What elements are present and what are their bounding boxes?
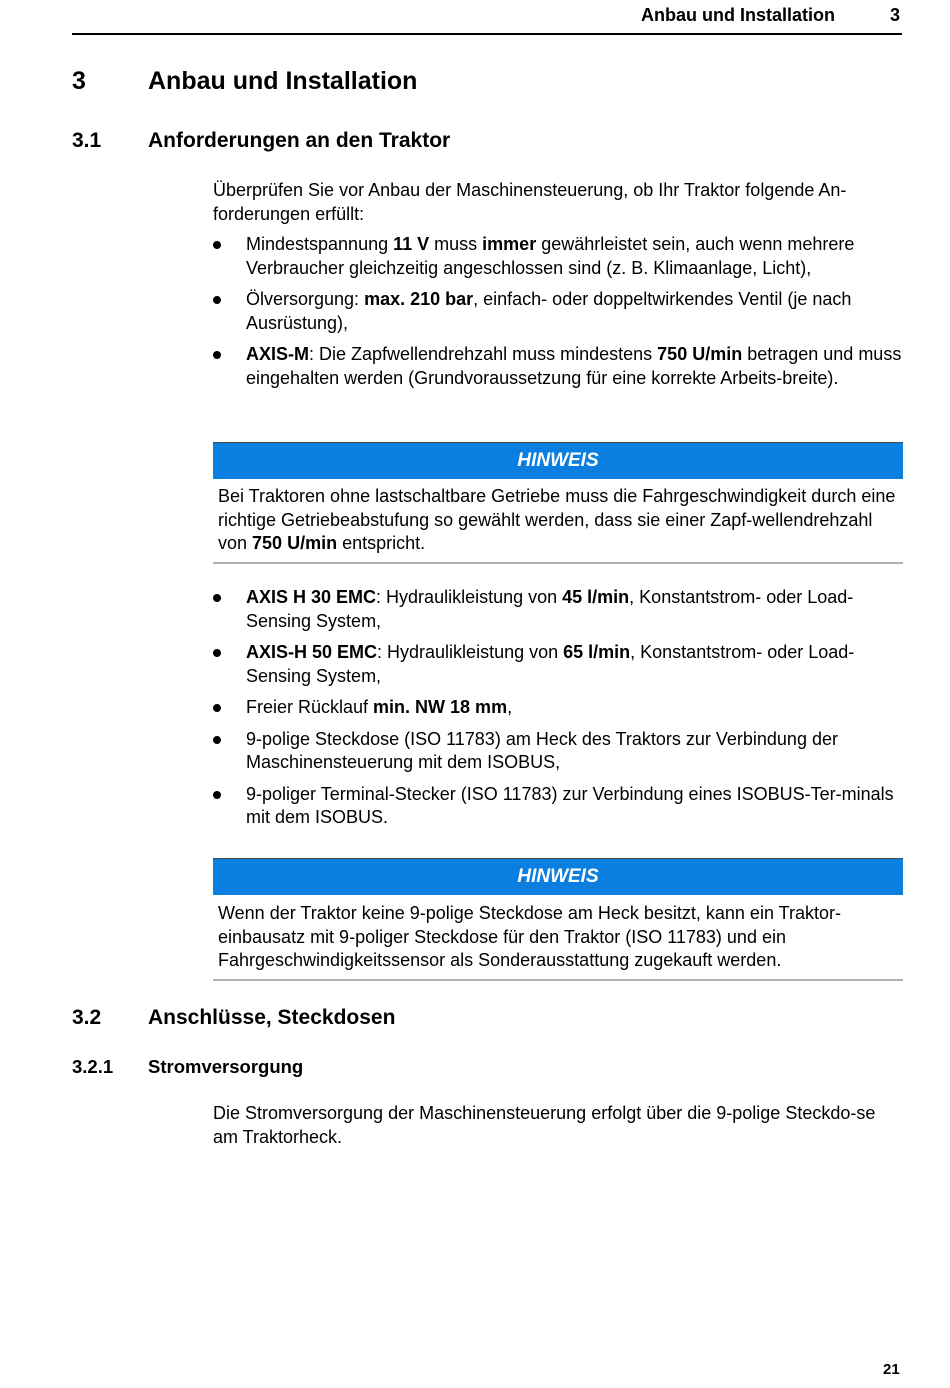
section-number: 3.1	[72, 129, 102, 152]
list-item-text: Mindestspannung 11 V muss immer gewährleistet sein, auch wenn mehrere Verbraucher gleichzeitig angeschlossen sind (z. B. Klimaanlage, Licht),	[246, 234, 855, 278]
note-body: Wenn der Traktor keine 9-polige Steckdose am Heck besitzt, kann ein Traktor-einbausatz mit 9-poliger Steckdose für den Traktor (ISO 11783) und ein Fahrgeschwindigkeitssensor als Sonderausstattung zugekauft werden.	[218, 903, 841, 970]
emphasis-text: immer	[482, 234, 537, 254]
subsection-title: Stromversorgung	[148, 1056, 304, 1077]
note-header: HINWEIS	[213, 858, 903, 895]
power-supply-paragraph: Die Stromversorgung der Maschinensteuerung erfolgt über die 9-polige Steckdo-se am Traktorheck.	[213, 1103, 876, 1147]
note-bottom-rule	[213, 562, 903, 564]
emphasis-text: 65 l/min	[563, 642, 631, 662]
bullet-icon	[213, 241, 221, 249]
list-item-text: 9-polige Steckdose (ISO 11783) am Heck des Traktors zur Verbindung der Maschinensteuerung mit dem ISOBUS,	[246, 728, 838, 772]
section-title: Anforderungen an den Traktor	[148, 129, 451, 152]
list-item	[213, 586, 903, 633]
emphasis-text: min. NW 18 mm	[373, 697, 508, 717]
bullet-icon	[213, 791, 221, 799]
list-item-text: 9-poliger Terminal-Stecker (ISO 11783) zur Verbindung eines ISOBUS-Ter-minals mit dem ISOBUS.	[246, 783, 894, 827]
intro-paragraph: Überprüfen Sie vor Anbau der Maschinensteuerung, ob Ihr Traktor folgende An-forderungen erfüllt:	[213, 180, 847, 224]
running-header-chapter-number: 3	[890, 5, 901, 25]
list-item	[213, 233, 903, 280]
list-item	[213, 783, 903, 830]
requirements-list-2	[213, 586, 903, 838]
list-item	[213, 343, 903, 390]
chapter-number: 3	[72, 67, 86, 95]
header-rule	[72, 33, 902, 35]
bullet-icon	[213, 649, 221, 657]
list-item	[213, 696, 903, 720]
emphasis-text: max. 210 bar	[364, 289, 474, 309]
section-title: Anschlüsse, Steckdosen	[148, 1006, 396, 1029]
emphasis-text: 11 V	[393, 234, 430, 254]
list-item-text: AXIS-M: Die Zapfwellendrehzahl muss mindestens 750 U/min betragen und muss eingehalten werden (Grundvoraussetzung für eine korrekte Arbeits-breite).	[246, 344, 902, 388]
requirements-list	[213, 233, 903, 398]
list-item	[213, 641, 903, 688]
emphasis-text: AXIS-M	[246, 344, 309, 364]
list-item-text: AXIS-H 50 EMC: Hydraulikleistung von 65 l/min, Konstantstrom- oder Load-Sensing System,	[246, 642, 855, 686]
emphasis-text: AXIS-H 50 EMC	[246, 642, 378, 662]
running-header-title: Anbau und Installation	[641, 5, 835, 25]
bullet-icon	[213, 351, 221, 359]
list-item	[213, 728, 903, 775]
subsection-number: 3.2.1	[72, 1056, 114, 1077]
bullet-icon	[213, 704, 221, 712]
note-bottom-rule	[213, 979, 903, 981]
bullet-icon	[213, 296, 221, 304]
emphasis-text: 750 U/min	[657, 344, 743, 364]
section-number: 3.2	[72, 1006, 102, 1029]
emphasis-text: AXIS H 30 EMC	[246, 587, 377, 607]
emphasis-text: 45 l/min	[562, 587, 630, 607]
bullet-icon	[213, 594, 221, 602]
chapter-title: Anbau und Installation	[148, 67, 418, 95]
list-item-text: AXIS H 30 EMC: Hydraulikleistung von 45 l/min, Konstantstrom- oder Load-Sensing System,	[246, 587, 854, 631]
note-body: Bei Traktoren ohne lastschaltbare Getriebe muss die Fahrgeschwindigkeit durch eine richtige Getriebeabstufung so gewählt werden, dass sie einer Zapf-wellendrehzahl von 750 U/min entspricht.	[218, 486, 896, 553]
list-item	[213, 288, 903, 335]
bullet-icon	[213, 736, 221, 744]
emphasis-text: 750 U/min	[252, 533, 338, 553]
note-header: HINWEIS	[213, 442, 903, 479]
page-number: 21	[883, 1361, 900, 1378]
list-item-text: Freier Rücklauf min. NW 18 mm,	[246, 697, 513, 717]
list-item-text: Ölversorgung: max. 210 bar, einfach- oder doppeltwirkendes Ventil (je nach Ausrüstung),	[246, 289, 852, 333]
